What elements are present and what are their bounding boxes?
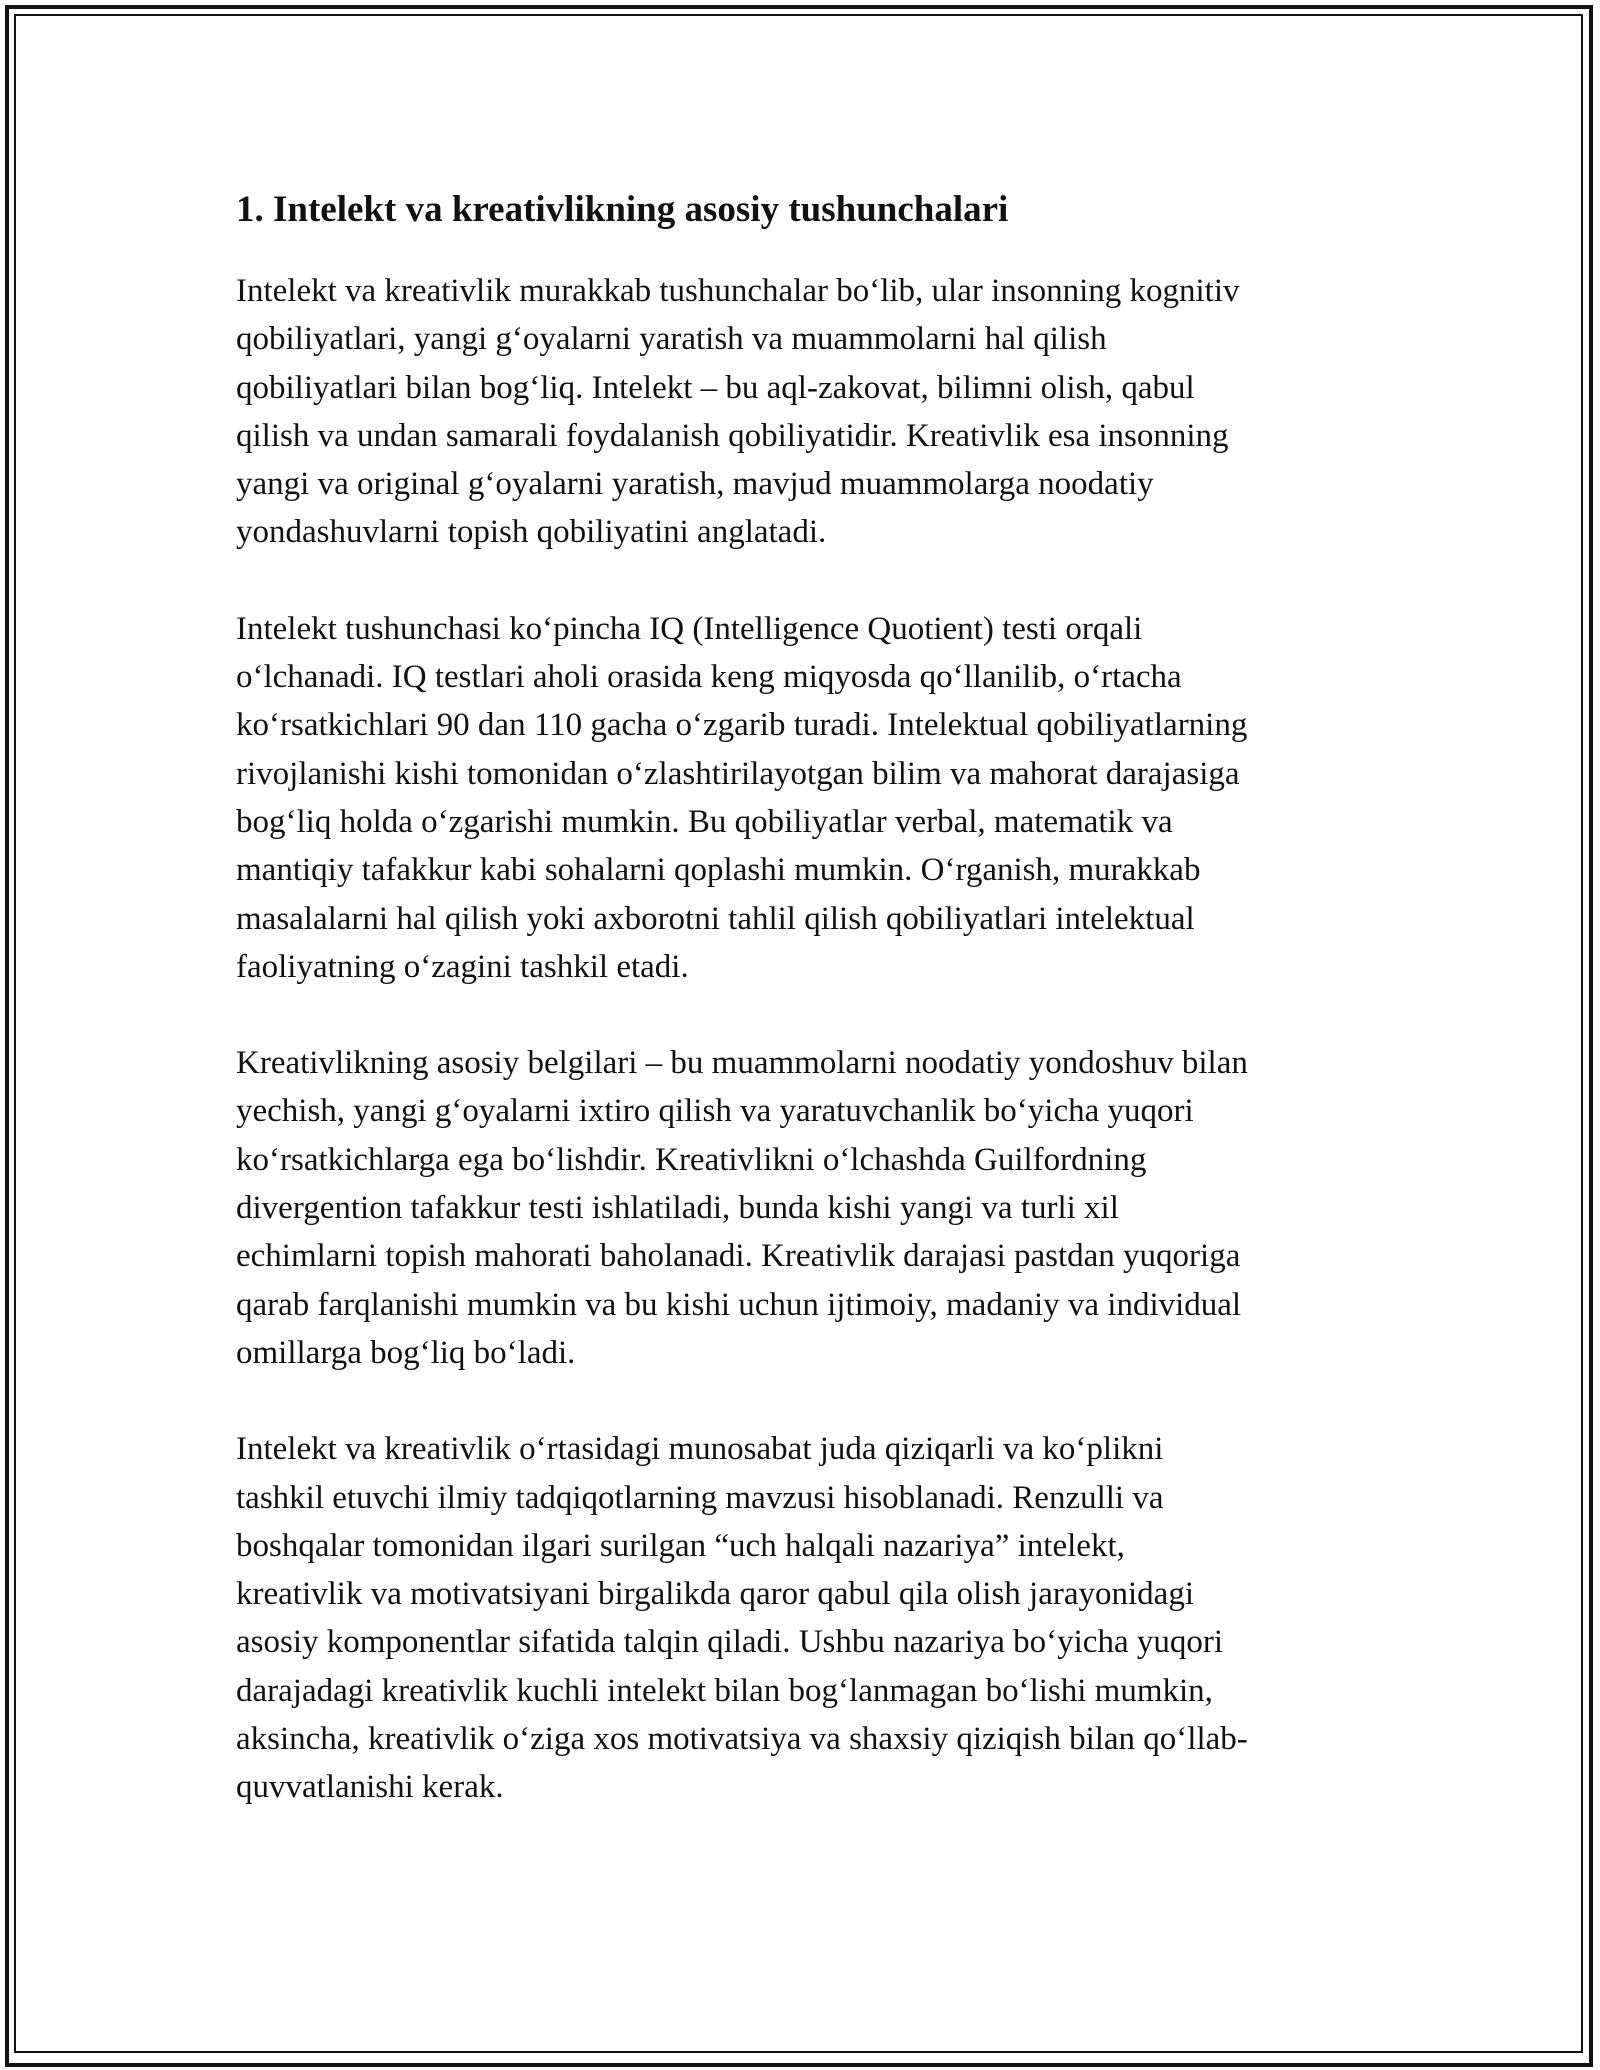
text-line: masalalarni hal qilish yoki axborotni tahlil qilish qobiliyatlari intelektual [236, 900, 1195, 937]
text-line: faoliyatning o‘zagini tashkil etadi. [236, 948, 689, 985]
text-line: qobiliyatlari bilan bog‘liq. Intelekt – bu aql-zakovat, bilimni olish, qabul [236, 369, 1195, 406]
text-line: ko‘rsatkichlari 90 dan 110 gacha o‘zgarib turadi. Intelektual qobiliyatlarning [236, 707, 1248, 744]
text-line: darajadagi kreativlik kuchli intelekt bilan bog‘lanmagan bo‘lishi mumkin, [236, 1672, 1213, 1709]
text-line: aksincha, kreativlik o‘ziga xos motivatsiya va shaxsiy qiziqish bilan qo‘llab- [236, 1721, 1248, 1758]
text-line: kreativlik va motivatsiyani birgalikda qaror qabul qila olish jarayonidagi [236, 1576, 1194, 1613]
text-line: Kreativlikning asosiy belgilari – bu muammolarni noodatiy yondoshuv bilan [236, 1045, 1248, 1082]
text-line: yondashuvlarni topish qobiliyatini anglatadi. [236, 514, 827, 551]
paragraph-intellect [236, 605, 1376, 991]
text-line: qobiliyatlari, yangi g‘oyalarni yaratish va muammolarni hal qilish [236, 321, 1107, 358]
paragraph-intro [236, 267, 1376, 557]
text-line: boshqalar tomonidan ilgari surilgan “uch halqali nazariya” intelekt, [236, 1527, 1125, 1564]
text-line: yangi va original g‘oyalarni yaratish, mavjud muammolarga noodatiy [236, 466, 1154, 503]
text-line: qilish va undan samarali foydalanish qobiliyatidir. Kreativlik esa insonning [236, 417, 1229, 454]
text-line: echimlarni topish mahorati baholanadi. Kreativlik darajasi pastdan yuqoriga [236, 1238, 1241, 1275]
text-line: Intelekt va kreativlik o‘rtasidagi munosabat juda qiziqarli va ko‘plikni [236, 1431, 1164, 1468]
text-line: rivojlanishi kishi tomonidan o‘zlashtirilayotgan bilim va mahorat darajasiga [236, 755, 1240, 792]
text-line: divergention tafakkur testi ishlatiladi, bunda kishi yangi va turli xil [236, 1190, 1119, 1227]
text-line: yechish, yangi g‘oyalarni ixtiro qilish va yaratuvchanlik bo‘yicha yuqori [236, 1093, 1194, 1130]
text-line: quvvatlanishi kerak. [236, 1769, 504, 1806]
text-line: qarab farqlanishi mumkin va bu kishi uchun ijtimoiy, madaniy va individual [236, 1286, 1242, 1323]
text-line: omillarga bog‘liq bo‘ladi. [236, 1334, 576, 1371]
text-line: Intelekt va kreativlik murakkab tushunchalar bo‘lib, ular insonning kognitiv [236, 273, 1240, 309]
text-line: Intelekt tushunchasi ko‘pincha IQ (Intelligence Quotient) testi orqali [236, 610, 1143, 647]
paragraph-relationship [236, 1425, 1376, 1811]
section-heading: 1. Intelekt va kreativlikning asosiy tushunchalari [236, 189, 1009, 230]
text-line: mantiqiy tafakkur kabi sohalarni qoplashi mumkin. O‘rganish, murakkab [236, 852, 1201, 889]
document-body [236, 186, 1376, 1860]
text-line: asosiy komponentlar sifatida talqin qiladi. Ushbu nazariya bo‘yicha yuqori [236, 1624, 1224, 1661]
text-line: bog‘liq holda o‘zgarishi mumkin. Bu qobiliyatlar verbal, matematik va [236, 803, 1173, 840]
text-line: tashkil etuvchi ilmiy tadqiqotlarning mavzusi hisoblanadi. Renzulli va [236, 1479, 1164, 1516]
text-line: ko‘rsatkichlarga ega bo‘lishdir. Kreativlikni o‘lchashda Guilfordning [236, 1141, 1147, 1178]
paragraph-creativity [236, 1039, 1376, 1377]
text-line: o‘lchanadi. IQ testlari aholi orasida keng miqyosda qo‘llanilib, o‘rtacha [236, 659, 1182, 696]
